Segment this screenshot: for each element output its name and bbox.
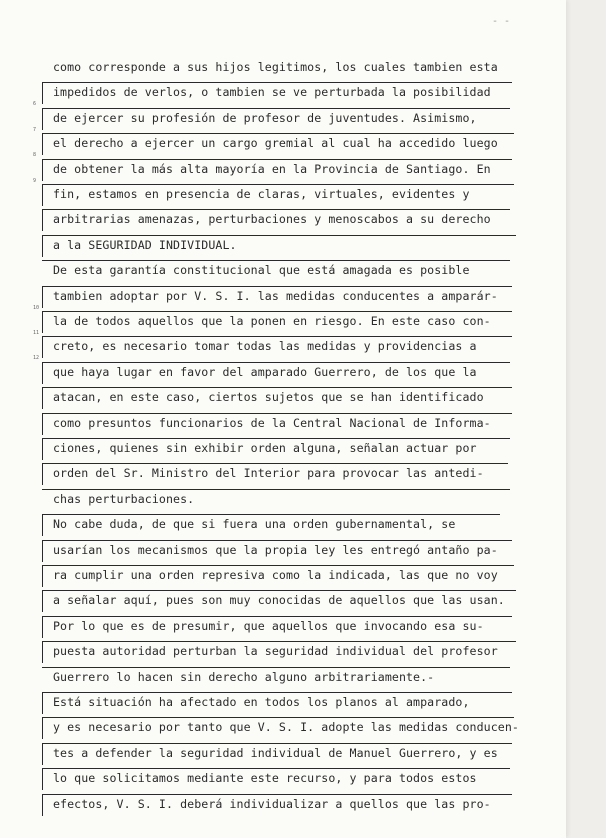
line-number: 9 bbox=[33, 177, 37, 184]
document-line: No cabe duda, de que si fuera una orden gubernamental, se bbox=[53, 517, 456, 532]
document-line: el derecho a ejercer un cargo gremial al cual ha accedido luego bbox=[53, 136, 498, 151]
line-number: 12 bbox=[33, 355, 40, 362]
document-line: Por lo que es de presumir, que aquellos que invocando esa su- bbox=[53, 618, 484, 633]
document-line: fin, estamos en presencia de claras, virtuales, evidentes y bbox=[53, 187, 470, 201]
document-line: tambien adoptar por V. S. I. las medidas conducentes a amparár- bbox=[53, 288, 498, 303]
document-line: usarían los mecanismos que la propia ley les entregó antaño pa- bbox=[53, 542, 498, 557]
document-line: creto, es necesario tomar todas las medidas y providencias a bbox=[53, 339, 477, 354]
document-line: atacan, en este caso, ciertos sujetos que se han identificado bbox=[53, 390, 484, 405]
line-number: 10 bbox=[33, 304, 40, 311]
document-line: arbitrarias amenazas, perturbaciones y menoscabos a su derecho bbox=[53, 212, 491, 227]
document-line: a la SEGURIDAD INDIVIDUAL. bbox=[53, 237, 237, 252]
document-line: tes a defender la seguridad individual de Manuel Guerrero, y es bbox=[53, 745, 498, 760]
document-line: lo que solicitamos mediante este recurso, y para todos estos bbox=[53, 771, 477, 786]
document-line: chas perturbaciones. bbox=[53, 491, 195, 506]
document-line: como corresponde a sus hijos legitimos, los cuales tambien esta bbox=[53, 60, 498, 74]
document-line: Guerrero lo hacen sin derecho alguno arbitrariamente.- bbox=[53, 669, 435, 684]
document-line: que haya lugar en favor del amparado Guerrero, de los que la bbox=[53, 364, 477, 379]
document-line: ciones, quienes sin exhibir orden alguna, señalan actuar por bbox=[53, 441, 477, 455]
document-line: de obtener la más alta mayoría en la Provincia de Santiago. En bbox=[53, 161, 491, 176]
document-line: puesta autoridad perturban la seguridad individual del profesor bbox=[53, 644, 498, 659]
document-line: ra cumplir una orden represiva como la indicada, las que no voy bbox=[53, 568, 498, 582]
document-line: orden del Sr. Ministro del Interior para provocar las antedi- bbox=[53, 466, 484, 481]
document-line: Está situación ha afectado en todos los planos al amparado, bbox=[53, 695, 470, 709]
line-number: 8 bbox=[33, 152, 37, 159]
line-number: 11 bbox=[33, 330, 40, 336]
document-line: a señalar aquí, pues son muy conocidas de aquellos que las usan. bbox=[53, 593, 505, 608]
corner-mark: - - bbox=[492, 16, 511, 27]
line-number: 7 bbox=[33, 126, 37, 133]
document-line: la de todos aquellos que la ponen en riesgo. En este caso con- bbox=[53, 314, 491, 328]
line-number: 6 bbox=[33, 101, 37, 108]
document-line: como presuntos funcionarios de la Central Nacional de Informa- bbox=[53, 415, 491, 430]
document-line: efectos, V. S. I. deberá individualizar a quellos que las pro- bbox=[53, 796, 491, 811]
document-line: De esta garantía constitucional que está amagada es posible bbox=[53, 263, 470, 278]
document-line: y es necesario por tanto que V. S. I. adopte las medidas conducen- bbox=[53, 720, 519, 735]
document-line: impedidos de verlos, o tambien se ve perturbada la posibilidad bbox=[53, 85, 491, 100]
document-line: de ejercer su profesión de profesor de juventudes. Asimismo, bbox=[53, 110, 477, 125]
